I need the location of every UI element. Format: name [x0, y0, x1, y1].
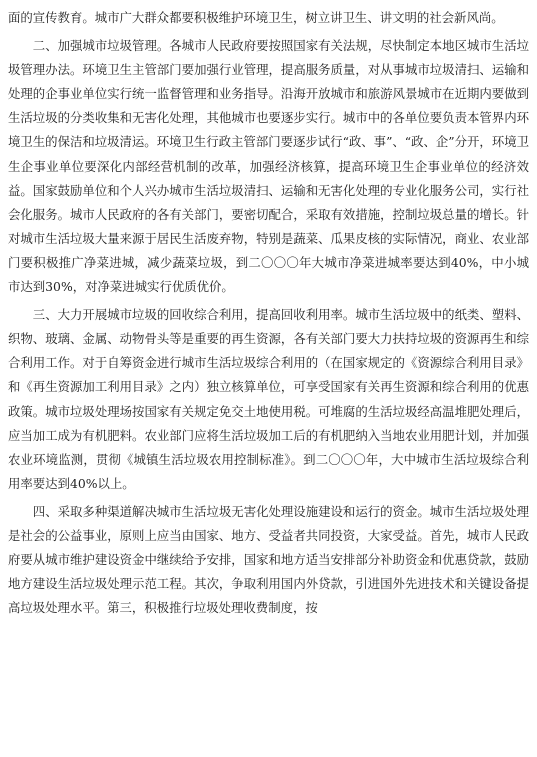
- paragraph-section-2: 二、加强城市垃圾管理。各城市人民政府要按照国家有关法规，尽快制定本地区城市生活垃圾管理办法。环境卫生主管部门要加强行业管理，提高服务质量，对从事城市垃圾清扫、运输和处理的企事业单位实行统一监督管理和业务指导。沿海开放城市和旅游风景城市在近期内要做到生活垃圾的分类收集和无害化处理，其他城市也要逐步实行。城市中的各单位要负责本管界内环境卫生的保洁和垃圾清运。环境卫生行政主管部门要逐步试行“政、事”、“政、企”分开，环境卫生企事业单位要深化内部经营机制的改革，加强经济核算，提高环境卫生企事业单位的经济效益。国家鼓励单位和个人兴办城市生活垃圾清扫、运输和无害化处理的专业化服务公司，实行社会化服务。城市人民政府的各有关部门，要密切配合，采取有效措施，控制垃圾总量的增长。针对城市生活垃圾大量来源于居民生活废弃物，特别是蔬菜、瓜果皮核的实际情况，商业、农业部门要积极推广净菜进城，减少蔬菜垃圾，到二〇〇〇年大城市净菜进城率要达到40%，中小城市达到30%，对净菜进城实行优质优价。: [8, 38, 529, 295]
- paragraph-section-3: 三、大力开展城市垃圾的回收综合利用，提高回收利用率。城市生活垃圾中的纸类、塑料、织物、玻璃、金属、动物骨头等是重要的再生资源，各有关部门要大力扶持垃圾的资源再生和综合利用工作。对于自筹资金进行城市生活垃圾综合利用的（在国家规定的《资源综合利用目录》和《再生资源加工利用目录》之内）独立核算单位，可享受国家有关再生资源和综合利用的优惠政策。城市垃圾处理场按国家有关规定免交土地使用税。可堆腐的生活垃圾经高温堆肥处理后，应当加工成为有机肥料。农业部门应将生活垃圾加工后的有机肥纳入当地农业用肥计划，并加强农业环境监测，贯彻《城镇生活垃圾农用控制标准》。到二〇〇〇年，大中城市生活垃圾综合利用率要达到40%以上。: [8, 307, 529, 491]
- paragraph-section-4: 四、采取多种渠道解决城市生活垃圾无害化处理设施建设和运行的资金。城市生活垃圾处理是社会的公益事业，原则上应当由国家、地方、受益者共同投资，大家受益。首先，城市人民政府要从城市维护建设资金中继续给予安排，国家和地方适当安排部分补助资金和优惠贷款，鼓励地方建设生活垃圾处理示范工程。其次，争取利用国内外贷款，引进国外先进技术和关键设备提高垃圾处理水平。第三，积极推行垃圾处理收费制度，按: [8, 503, 529, 616]
- paragraph-continued: 面的宣传教育。城市广大群众都要积极维护环境卫生，树立讲卫生、讲文明的社会新风尚。: [8, 10, 504, 25]
